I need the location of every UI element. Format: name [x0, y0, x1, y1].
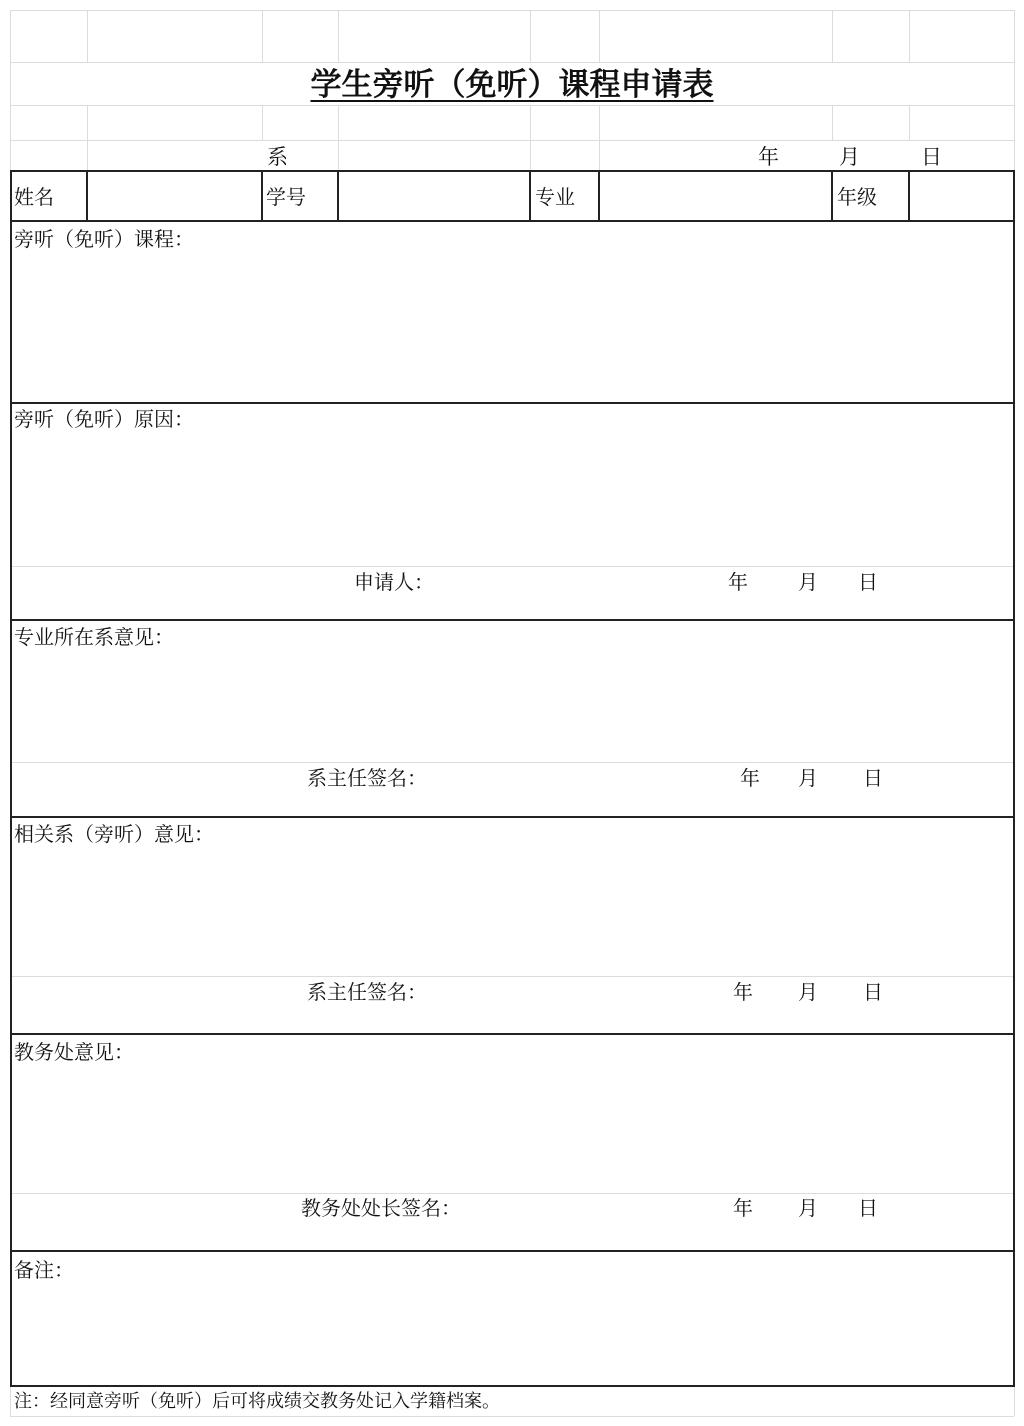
header-day-label: 日	[921, 145, 942, 169]
grade-field[interactable]	[910, 172, 1013, 220]
department-suffix-label: 系	[267, 145, 288, 169]
applicant-year-label: 年	[728, 570, 748, 594]
academic-affairs-year-label: 年	[733, 1196, 753, 1220]
academic-affairs-day-label: 日	[858, 1196, 878, 1220]
major-label: 专业	[535, 185, 575, 209]
form-title: 学生旁听（免听）课程申请表	[310, 67, 714, 103]
related-dept-day-label: 日	[863, 980, 883, 1004]
related-dept-year-label: 年	[733, 980, 753, 1004]
student-id-field[interactable]	[339, 172, 529, 220]
course-field[interactable]	[12, 256, 1013, 400]
major-dept-opinion-label: 专业所在系意见：	[14, 625, 174, 649]
related-dept-month-label: 月	[798, 980, 818, 1004]
major-dept-month-label: 月	[798, 766, 818, 790]
name-field[interactable]	[88, 172, 261, 220]
header-month-label: 月	[839, 145, 860, 169]
header-year-label: 年	[758, 145, 779, 169]
academic-affairs-month-label: 月	[798, 1196, 818, 1220]
academic-affairs-opinion-label: 教务处意见：	[14, 1040, 134, 1064]
remarks-field[interactable]	[12, 1287, 1013, 1383]
major-dept-year-label: 年	[740, 766, 760, 790]
reason-field[interactable]	[12, 436, 1013, 564]
major-field[interactable]	[600, 172, 831, 220]
reason-section-label: 旁听（免听）原因：	[14, 407, 194, 431]
academic-affairs-signature-label: 教务处处长签名：	[301, 1196, 461, 1220]
major-dept-day-label: 日	[863, 766, 883, 790]
remarks-label: 备注：	[14, 1258, 74, 1282]
major-dept-opinion-field[interactable]	[12, 654, 1013, 760]
related-dept-opinion-field[interactable]	[12, 851, 1013, 974]
applicant-day-label: 日	[858, 570, 878, 594]
academic-affairs-opinion-field[interactable]	[12, 1069, 1013, 1191]
applicant-month-label: 月	[798, 570, 818, 594]
course-section-label: 旁听（免听）课程：	[14, 227, 194, 251]
related-dept-opinion-label: 相关系（旁听）意见：	[14, 822, 214, 846]
major-dept-signature-label: 系主任签名：	[307, 766, 427, 790]
related-dept-signature-label: 系主任签名：	[307, 980, 427, 1004]
name-label: 姓名	[14, 185, 54, 209]
grade-label: 年级	[837, 185, 877, 209]
applicant-signature-label: 申请人：	[354, 570, 434, 594]
student-id-label: 学号	[266, 185, 306, 209]
footnote: 注：经同意旁听（免听）后可将成绩交教务处记入学籍档案。	[14, 1391, 500, 1412]
